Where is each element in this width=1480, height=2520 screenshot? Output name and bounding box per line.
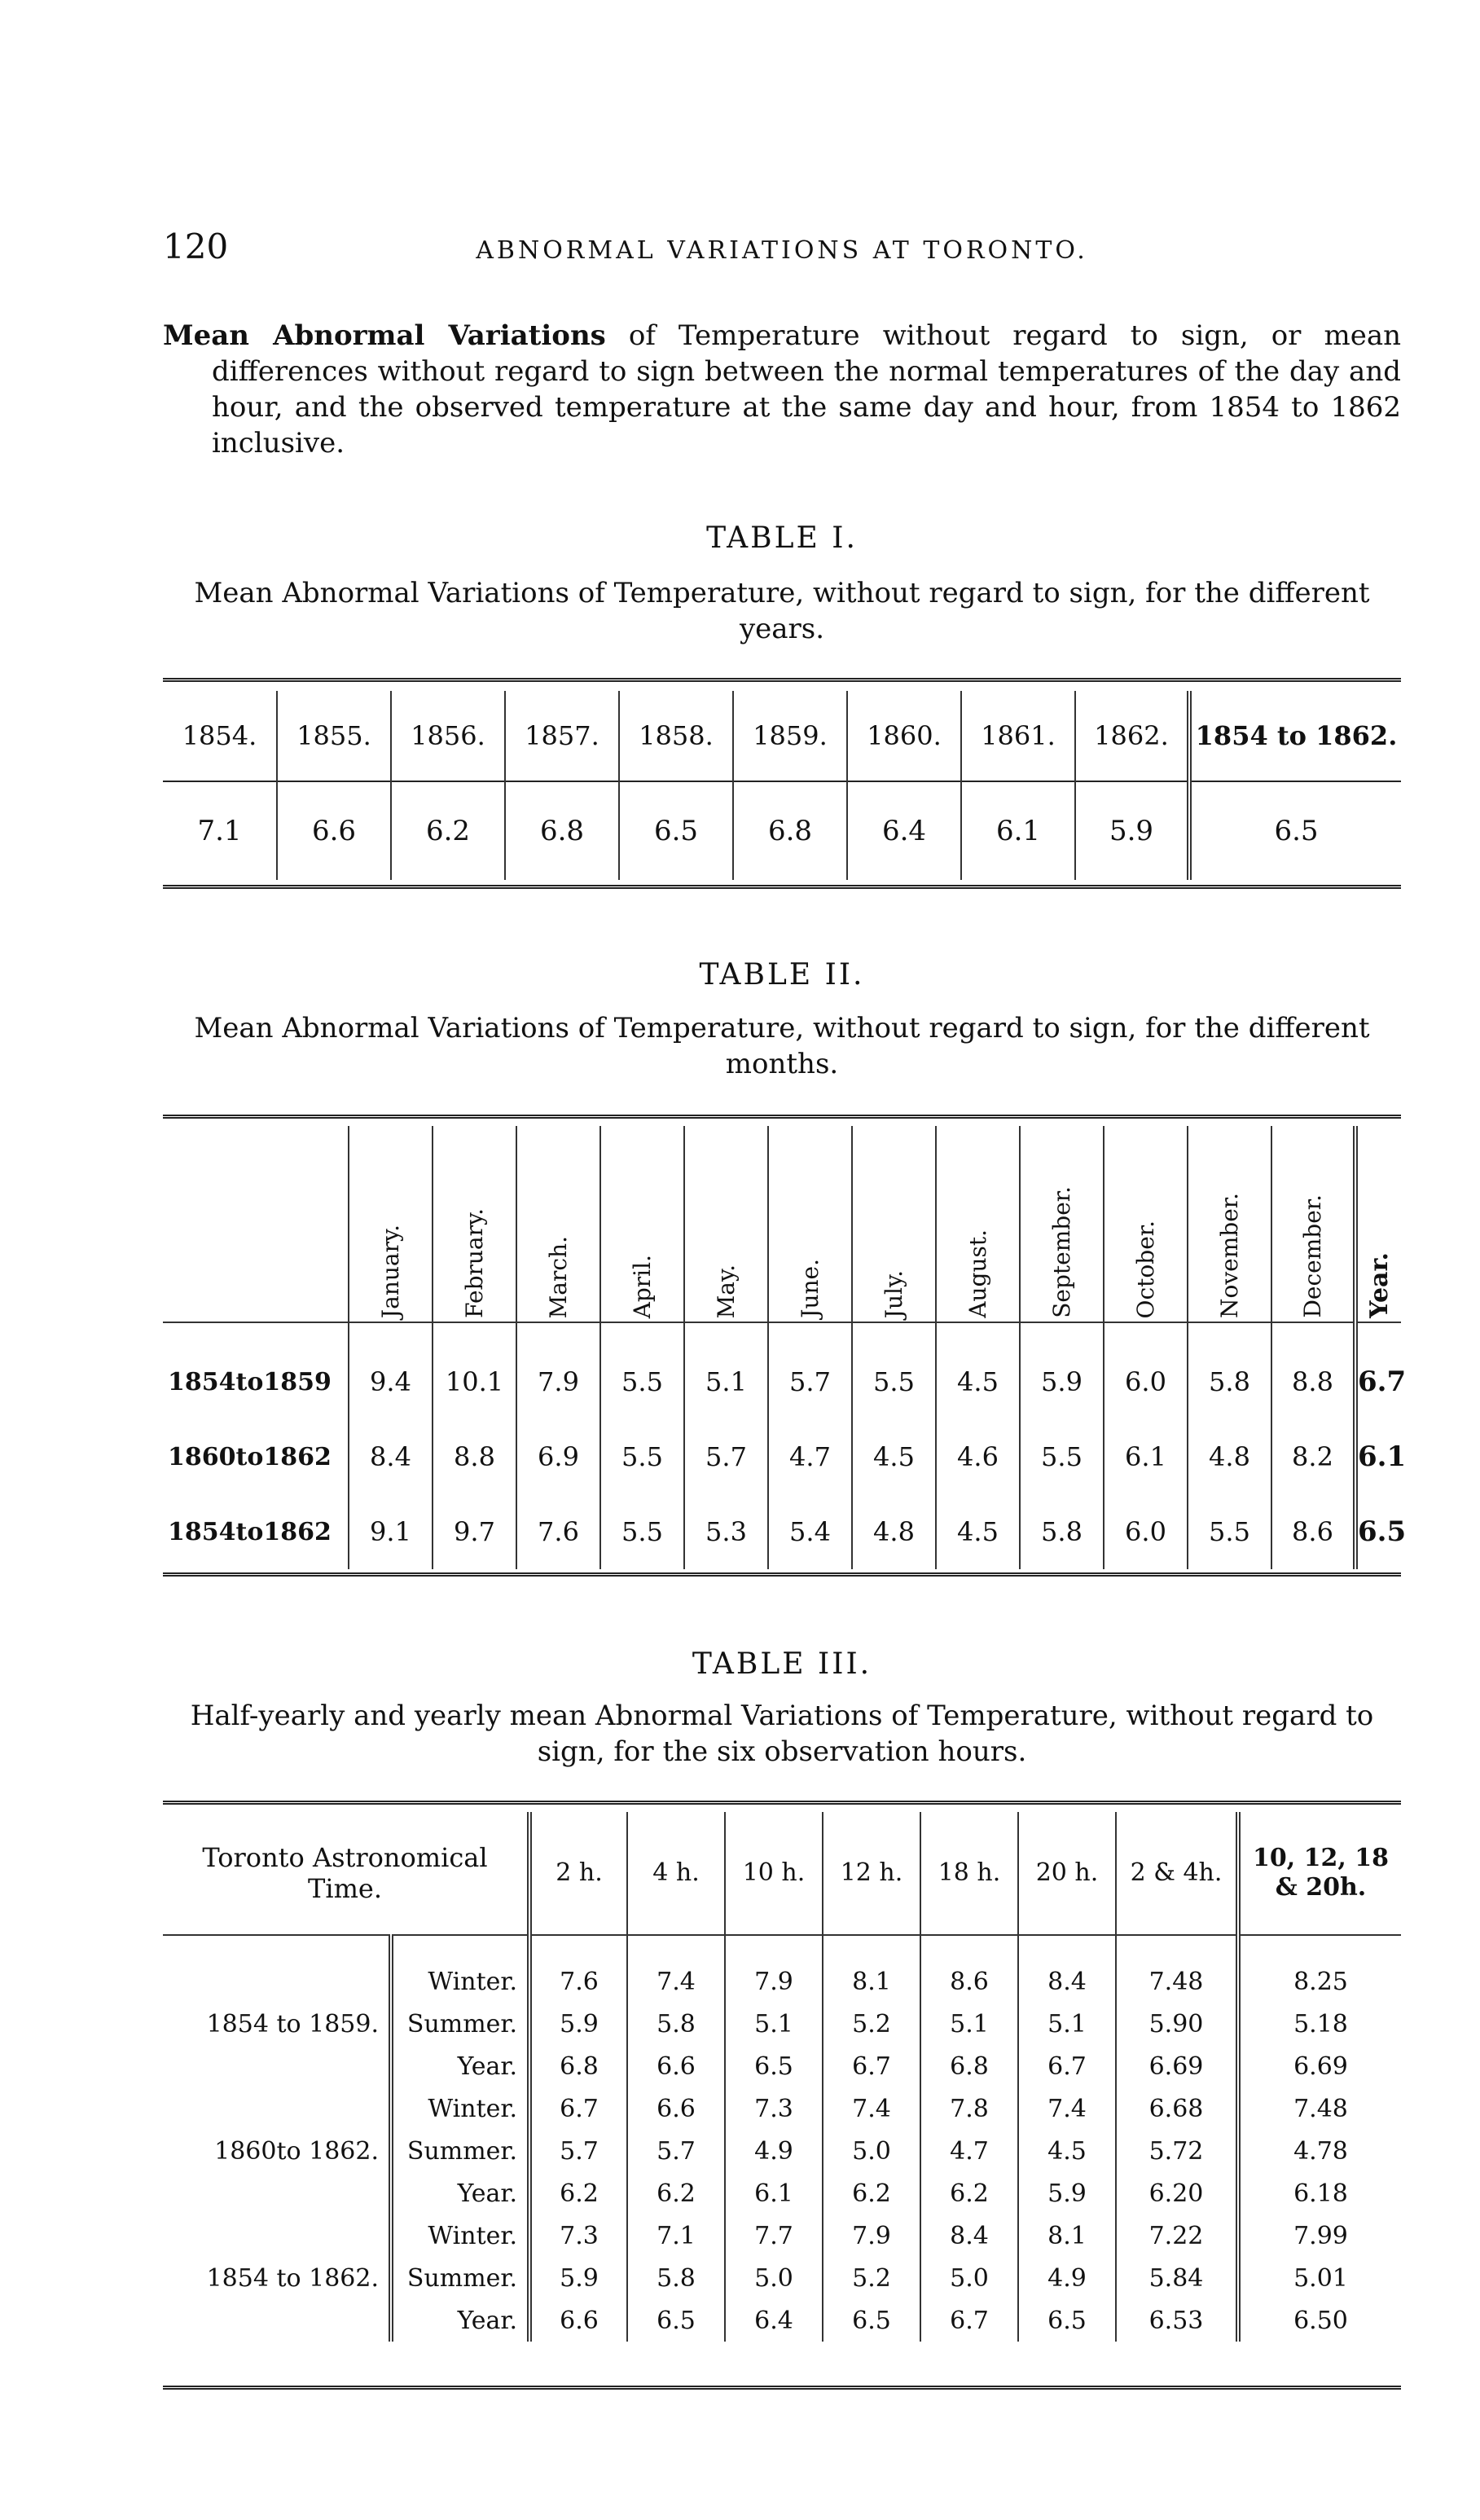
table3-season: Year. bbox=[391, 2299, 529, 2342]
table3-row bbox=[163, 2130, 1401, 2172]
table3-hour-header: 18 h. bbox=[920, 1812, 1018, 1935]
table3-hour-header: 2 h. bbox=[529, 1812, 627, 1935]
table2-month-header bbox=[768, 1126, 852, 1322]
table3 bbox=[163, 1812, 1401, 2342]
table1-value: 5.9 bbox=[1075, 781, 1189, 880]
table3-cell: 8.4 bbox=[1018, 1935, 1116, 2003]
table2-cell: 10.1 bbox=[433, 1322, 516, 1419]
table3-row bbox=[163, 2214, 1401, 2257]
table2-cell: 8.4 bbox=[349, 1419, 433, 1494]
table3-season: Summer. bbox=[391, 2003, 529, 2045]
table3-cell: 4.9 bbox=[1018, 2257, 1116, 2299]
table3-cell: 6.6 bbox=[529, 2299, 627, 2342]
table3-cell: 7.9 bbox=[725, 1935, 823, 2003]
table3-hour-header: 10 h. bbox=[725, 1812, 823, 1935]
table2-cell: 7.6 bbox=[516, 1494, 600, 1569]
table3-cell: 5.1 bbox=[1018, 2003, 1116, 2045]
table3-cell: 5.18 bbox=[1238, 2003, 1401, 2045]
table3-cell: 8.25 bbox=[1238, 1935, 1401, 2003]
table2-row bbox=[163, 1419, 1401, 1494]
table2-cell: 8.2 bbox=[1271, 1419, 1355, 1494]
table3-cell: 6.8 bbox=[529, 2045, 627, 2087]
table3-cell: 8.4 bbox=[920, 2214, 1018, 2257]
table2-month-header bbox=[433, 1126, 516, 1322]
table3-group-label: 1854 to 1862. bbox=[206, 2263, 379, 2293]
table2-cell: 5.5 bbox=[1020, 1419, 1104, 1494]
table3-corner: Toronto Astronomical Time. bbox=[163, 1812, 529, 1935]
month-label: November. bbox=[1216, 1193, 1243, 1318]
table1-header: 1856. bbox=[391, 691, 505, 781]
table2-cell: 5.5 bbox=[600, 1494, 684, 1569]
table2-row-label: 1860to1862 bbox=[168, 1442, 332, 1471]
table1-header: 1857. bbox=[505, 691, 619, 781]
table2-cell: 8.8 bbox=[433, 1419, 516, 1494]
table1-value: 6.8 bbox=[733, 781, 847, 880]
table3-cell: 5.8 bbox=[627, 2257, 725, 2299]
table3-hour-header: 12 h. bbox=[823, 1812, 920, 1935]
table3-cell: 5.0 bbox=[823, 2130, 920, 2172]
table3-season: Year. bbox=[391, 2172, 529, 2214]
table1-top-rule bbox=[163, 678, 1401, 682]
table2-month-header bbox=[516, 1126, 600, 1322]
table3-cell: 6.8 bbox=[920, 2045, 1018, 2087]
table1-value: 6.1 bbox=[961, 781, 1075, 880]
table2-cell: 6.0 bbox=[1104, 1494, 1188, 1569]
table2-cell: 6.9 bbox=[516, 1419, 600, 1494]
table2-header-row bbox=[163, 1126, 1401, 1322]
year-label: Year. bbox=[1365, 1252, 1394, 1318]
table3-season: Winter. bbox=[391, 2087, 529, 2130]
table2-year-cell: 6.7 bbox=[1355, 1322, 1401, 1419]
table3-hour-header: 10, 12, 18 & 20h. bbox=[1238, 1812, 1401, 1935]
table1-header: 1855. bbox=[277, 691, 391, 781]
table3-cell: 6.2 bbox=[823, 2172, 920, 2214]
table3-row bbox=[163, 2172, 1401, 2214]
table3-cell: 5.01 bbox=[1238, 2257, 1401, 2299]
table2-cell: 5.7 bbox=[684, 1419, 768, 1494]
table3-cell: 6.69 bbox=[1116, 2045, 1238, 2087]
table3-cell: 6.53 bbox=[1116, 2299, 1238, 2342]
table2-row-label: 1854to1859 bbox=[168, 1367, 332, 1396]
table2-year-cell: 6.5 bbox=[1355, 1494, 1401, 1569]
table2-cell: 5.1 bbox=[684, 1322, 768, 1419]
table3-cell: 6.2 bbox=[627, 2172, 725, 2214]
table3-row bbox=[163, 2299, 1401, 2342]
table3-cell: 7.99 bbox=[1238, 2214, 1401, 2257]
table2-cell: 4.6 bbox=[936, 1419, 1020, 1494]
table1-header: 1859. bbox=[733, 691, 847, 781]
table3-bottom-rule bbox=[163, 2386, 1401, 2390]
table3-cell: 7.4 bbox=[823, 2087, 920, 2130]
table2-month-header bbox=[1188, 1126, 1271, 1322]
table3-cell: 4.9 bbox=[725, 2130, 823, 2172]
table3-cell: 4.7 bbox=[920, 2130, 1018, 2172]
table3-cell: 7.8 bbox=[920, 2087, 1018, 2130]
table1-value: 7.1 bbox=[197, 815, 242, 847]
table2-row-label: 1854to1862 bbox=[168, 1517, 332, 1546]
table3-cell: 5.7 bbox=[529, 2130, 627, 2172]
table1-value-total: 6.5 bbox=[1189, 781, 1401, 880]
table2-cell: 8.8 bbox=[1271, 1322, 1355, 1419]
table2-description: Mean Abnormal Variations of Temperature, without regard to sign, for the different months. bbox=[194, 1012, 1370, 1080]
table3-group-label: 1854 to 1859. bbox=[206, 2009, 379, 2038]
table1 bbox=[163, 691, 1401, 880]
table2-title: TABLE II. bbox=[699, 958, 865, 992]
table1-header: 1861. bbox=[961, 691, 1075, 781]
table3-group-cell bbox=[163, 2087, 391, 2130]
month-label: July. bbox=[881, 1269, 907, 1318]
table2-cell: 5.5 bbox=[600, 1419, 684, 1494]
table3-cell: 6.7 bbox=[1018, 2045, 1116, 2087]
table1-value: 6.5 bbox=[619, 781, 733, 880]
month-label: June. bbox=[797, 1259, 823, 1318]
table3-cell: 7.48 bbox=[1116, 1935, 1238, 2003]
table3-cell: 5.9 bbox=[529, 2257, 627, 2299]
table3-cell: 5.0 bbox=[725, 2257, 823, 2299]
table3-cell: 6.7 bbox=[920, 2299, 1018, 2342]
month-label: February. bbox=[461, 1208, 488, 1318]
table2-cell: 4.5 bbox=[936, 1322, 1020, 1419]
table3-cell: 5.72 bbox=[1116, 2130, 1238, 2172]
table3-cell: 5.1 bbox=[725, 2003, 823, 2045]
table2-bottom-rule bbox=[163, 1572, 1401, 1577]
table3-cell: 5.0 bbox=[920, 2257, 1018, 2299]
table1-value: 6.2 bbox=[391, 781, 505, 880]
table3-cell: 7.48 bbox=[1238, 2087, 1401, 2130]
table2-cell: 8.6 bbox=[1271, 1494, 1355, 1569]
table1-bottom-rule bbox=[163, 885, 1401, 889]
table1-value: 6.8 bbox=[505, 781, 619, 880]
intro-text: of Temperature without regard to sign, or mean differences without regard to sign between the normal temperatures of the day and hour, and the observed temperature at the same day and hour, from 1854 to 1862 inclusive. bbox=[212, 319, 1401, 460]
table3-season: Summer. bbox=[391, 2130, 529, 2172]
table2-cell: 6.1 bbox=[1104, 1419, 1188, 1494]
table3-cell: 6.6 bbox=[627, 2087, 725, 2130]
table3-row bbox=[163, 2045, 1401, 2087]
table3-row bbox=[163, 1935, 1401, 2003]
table3-group-cell bbox=[163, 2045, 391, 2087]
table1-header-row bbox=[163, 691, 1401, 781]
table1-header-total: 1854 to 1862. bbox=[1189, 691, 1401, 781]
table3-cell: 5.9 bbox=[529, 2003, 627, 2045]
table2-cell: 5.5 bbox=[852, 1322, 936, 1419]
month-label: March. bbox=[545, 1235, 572, 1318]
table2-month-header bbox=[1271, 1126, 1355, 1322]
table2-cell: 5.3 bbox=[684, 1494, 768, 1569]
table3-cell: 6.68 bbox=[1116, 2087, 1238, 2130]
month-label: May. bbox=[713, 1264, 740, 1318]
month-label: October. bbox=[1132, 1220, 1159, 1318]
table1-header: 1862. bbox=[1075, 691, 1189, 781]
table3-cell: 5.84 bbox=[1116, 2257, 1238, 2299]
table2-top-rule bbox=[163, 1115, 1401, 1119]
table3-cell: 6.50 bbox=[1238, 2299, 1401, 2342]
month-label: December. bbox=[1299, 1194, 1326, 1318]
table3-cell: 7.22 bbox=[1116, 2214, 1238, 2257]
month-label: August. bbox=[964, 1229, 991, 1318]
table3-cell: 8.1 bbox=[823, 1935, 920, 2003]
table2-year-header bbox=[1355, 1126, 1401, 1322]
table3-cell: 6.1 bbox=[725, 2172, 823, 2214]
table3-cell: 8.6 bbox=[920, 1935, 1018, 2003]
table2-cell: 4.7 bbox=[768, 1419, 852, 1494]
table3-hour-header: 20 h. bbox=[1018, 1812, 1116, 1935]
table3-group-label: 1860to 1862. bbox=[214, 2136, 379, 2166]
table3-cell: 4.78 bbox=[1238, 2130, 1401, 2172]
table3-cell: 7.9 bbox=[823, 2214, 920, 2257]
table2-cell: 6.0 bbox=[1104, 1322, 1188, 1419]
page-header bbox=[163, 226, 1401, 284]
table2-cell: 5.7 bbox=[768, 1322, 852, 1419]
table2-cell: 4.8 bbox=[852, 1494, 936, 1569]
table3-cell: 7.4 bbox=[627, 1935, 725, 2003]
intro-lead: Mean Abnormal Variations bbox=[163, 319, 606, 352]
page-number: 120 bbox=[163, 226, 229, 266]
table3-cell: 6.6 bbox=[627, 2045, 725, 2087]
table3-top-rule bbox=[163, 1801, 1401, 1805]
table2-cell: 4.5 bbox=[936, 1494, 1020, 1569]
table3-group-cell bbox=[163, 2299, 391, 2342]
table3-cell: 5.9 bbox=[1018, 2172, 1116, 2214]
table3-cell: 8.1 bbox=[1018, 2214, 1116, 2257]
table2-month-header bbox=[684, 1126, 768, 1322]
table3-cell: 6.69 bbox=[1238, 2045, 1401, 2087]
table2-month-header bbox=[1104, 1126, 1188, 1322]
intro-paragraph bbox=[163, 318, 1401, 461]
table3-cell: 6.18 bbox=[1238, 2172, 1401, 2214]
table3-group-cell bbox=[163, 2214, 391, 2257]
table3-row bbox=[163, 2003, 1401, 2045]
table3-season: Summer. bbox=[391, 2257, 529, 2299]
table3-cell: 6.2 bbox=[920, 2172, 1018, 2214]
table1-title: TABLE I. bbox=[706, 521, 858, 555]
table2-cell: 9.4 bbox=[349, 1322, 433, 1419]
table3-cell: 6.5 bbox=[823, 2299, 920, 2342]
table3-season: Winter. bbox=[391, 1935, 529, 2003]
table3-title: TABLE III. bbox=[692, 1647, 872, 1681]
table2-cell: 7.9 bbox=[516, 1322, 600, 1419]
table3-cell: 5.90 bbox=[1116, 2003, 1238, 2045]
table3-hour-header: 2 & 4h. bbox=[1116, 1812, 1238, 1935]
table2-month-header bbox=[1020, 1126, 1104, 1322]
table2-cell: 5.5 bbox=[1188, 1494, 1271, 1569]
table3-cell: 5.1 bbox=[920, 2003, 1018, 2045]
table2-corner bbox=[163, 1126, 349, 1322]
month-label: April. bbox=[629, 1254, 656, 1318]
table3-cell: 4.5 bbox=[1018, 2130, 1116, 2172]
table2-month-header bbox=[349, 1126, 433, 1322]
table3-cell: 6.5 bbox=[1018, 2299, 1116, 2342]
table1-value-row bbox=[163, 781, 1401, 880]
running-title: ABNORMAL VARIATIONS AT TORONTO. bbox=[476, 236, 1088, 265]
table3-description: Half-yearly and yearly mean Abnormal Variations of Temperature, without regard to sign, for the six observation hours. bbox=[190, 1700, 1374, 1768]
table1-header: 1854. bbox=[182, 720, 257, 751]
table2-cell: 5.9 bbox=[1020, 1322, 1104, 1419]
table1-value: 6.6 bbox=[277, 781, 391, 880]
table3-season: Year. bbox=[391, 2045, 529, 2087]
table3-season: Winter. bbox=[391, 2214, 529, 2257]
table3-row bbox=[163, 2257, 1401, 2299]
table3-group-cell bbox=[163, 1935, 391, 2003]
table2-cell: 5.8 bbox=[1020, 1494, 1104, 1569]
table3-cell: 6.5 bbox=[627, 2299, 725, 2342]
table3-cell: 7.3 bbox=[529, 2214, 627, 2257]
table3-cell: 6.4 bbox=[725, 2299, 823, 2342]
table3-cell: 7.1 bbox=[627, 2214, 725, 2257]
table3-cell: 6.5 bbox=[725, 2045, 823, 2087]
table2-cell: 9.7 bbox=[433, 1494, 516, 1569]
table2-row bbox=[163, 1494, 1401, 1569]
table3-cell: 7.4 bbox=[1018, 2087, 1116, 2130]
table1-header: 1858. bbox=[619, 691, 733, 781]
table2-row bbox=[163, 1322, 1401, 1419]
table2-month-header bbox=[852, 1126, 936, 1322]
table2-cell: 9.1 bbox=[349, 1494, 433, 1569]
table3-cell: 5.8 bbox=[627, 2003, 725, 2045]
table2-month-header bbox=[936, 1126, 1020, 1322]
table3-cell: 6.7 bbox=[823, 2045, 920, 2087]
table2-cell: 4.8 bbox=[1188, 1419, 1271, 1494]
table2-cell: 5.5 bbox=[600, 1322, 684, 1419]
table3-group-cell bbox=[163, 2172, 391, 2214]
table2-cell: 5.8 bbox=[1188, 1322, 1271, 1419]
table3-cell: 5.7 bbox=[627, 2130, 725, 2172]
table3-cell: 7.6 bbox=[529, 1935, 627, 2003]
table3-cell: 6.2 bbox=[529, 2172, 627, 2214]
table1-header: 1860. bbox=[847, 691, 961, 781]
table1-description: Mean Abnormal Variations of Temperature, without regard to sign, for the different years. bbox=[194, 577, 1370, 645]
table1-value: 6.4 bbox=[847, 781, 961, 880]
table2-year-cell: 6.1 bbox=[1355, 1419, 1401, 1494]
table3-header-row bbox=[163, 1812, 1401, 1935]
month-label: September. bbox=[1048, 1186, 1075, 1318]
table3-row bbox=[163, 2087, 1401, 2130]
month-label: January. bbox=[377, 1224, 404, 1318]
table2-cell: 4.5 bbox=[852, 1419, 936, 1494]
table3-cell: 7.7 bbox=[725, 2214, 823, 2257]
table3-cell: 5.2 bbox=[823, 2003, 920, 2045]
table2-cell: 5.4 bbox=[768, 1494, 852, 1569]
table3-cell: 7.3 bbox=[725, 2087, 823, 2130]
table2-month-header bbox=[600, 1126, 684, 1322]
table3-cell: 6.7 bbox=[529, 2087, 627, 2130]
table3-cell: 5.2 bbox=[823, 2257, 920, 2299]
table2 bbox=[163, 1126, 1407, 1569]
table3-hour-header: 4 h. bbox=[627, 1812, 725, 1935]
table3-cell: 6.20 bbox=[1116, 2172, 1238, 2214]
